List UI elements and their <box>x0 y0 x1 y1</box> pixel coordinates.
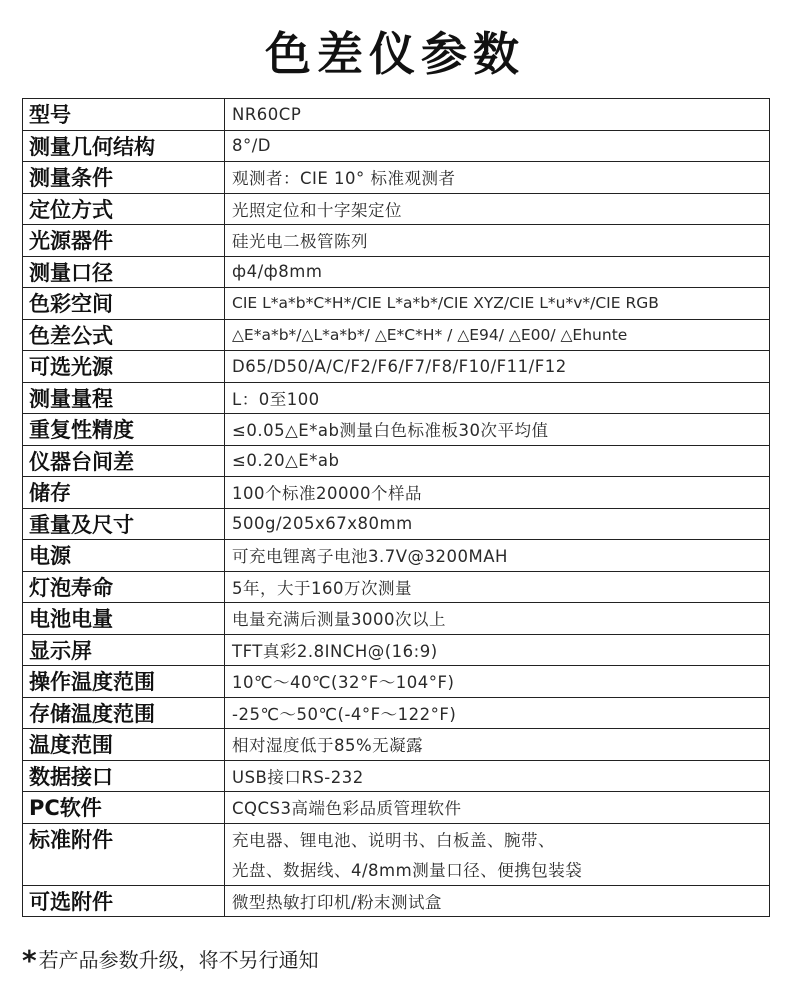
spec-label: 测量量程 <box>23 382 225 414</box>
table-row <box>23 508 770 540</box>
spec-value: TFT真彩2.8INCH@(16:9) <box>225 634 770 666</box>
table-row <box>23 288 770 320</box>
table-row <box>23 885 770 917</box>
spec-label: 电源 <box>23 540 225 572</box>
spec-label: 标准附件 <box>23 823 225 854</box>
spec-value: 电量充满后测量3000次以上 <box>225 603 770 635</box>
table-row <box>23 666 770 698</box>
table-row <box>23 130 770 162</box>
table-row <box>23 193 770 225</box>
spec-label: 重复性精度 <box>23 414 225 446</box>
spec-label: 测量几何结构 <box>23 130 225 162</box>
spec-value: 500g/205x67x80mm <box>225 508 770 540</box>
spec-label: 可选附件 <box>23 885 225 917</box>
spec-label: 数据接口 <box>23 760 225 792</box>
table-row <box>23 477 770 509</box>
table-row <box>23 414 770 446</box>
spec-table <box>22 98 770 917</box>
spec-value: 充电器、锂电池、说明书、白板盖、腕带、 <box>225 823 770 854</box>
spec-label: 灯泡寿命 <box>23 571 225 603</box>
spec-value: 8°/D <box>225 130 770 162</box>
table-row <box>23 162 770 194</box>
spec-label: 操作温度范围 <box>23 666 225 698</box>
table-row <box>23 729 770 761</box>
table-row <box>23 99 770 131</box>
table-row <box>23 382 770 414</box>
spec-label: 可选光源 <box>23 351 225 383</box>
spec-label: 电池电量 <box>23 603 225 635</box>
table-row <box>23 351 770 383</box>
spec-label: 存储温度范围 <box>23 697 225 729</box>
spec-value: 可充电锂离子电池3.7V@3200MAH <box>225 540 770 572</box>
table-row <box>23 823 770 854</box>
spec-value: 光照定位和十字架定位 <box>225 193 770 225</box>
footnote <box>22 944 319 977</box>
table-row <box>23 256 770 288</box>
page-title: 色差仪参数 <box>265 27 525 81</box>
spec-label: 重量及尺寸 <box>23 508 225 540</box>
spec-value: 5年，大于160万次测量 <box>225 571 770 603</box>
spec-value: 光盘、数据线、4/8mm测量口径、便携包装袋 <box>225 854 770 885</box>
spec-label: 显示屏 <box>23 634 225 666</box>
table-row <box>23 697 770 729</box>
table-row <box>23 540 770 572</box>
spec-value: 微型热敏打印机/粉末测试盒 <box>225 885 770 917</box>
spec-value: 观测者：CIE 10° 标准观测者 <box>225 162 770 194</box>
spec-label-empty <box>23 854 225 885</box>
spec-label: 温度范围 <box>23 729 225 761</box>
spec-label: 定位方式 <box>23 193 225 225</box>
table-row <box>23 445 770 477</box>
table-row <box>23 571 770 603</box>
spec-value: ≤0.20△E*ab <box>225 445 770 477</box>
spec-value: 10℃～40℃(32°F～104°F) <box>225 666 770 698</box>
spec-value: L：0至100 <box>225 382 770 414</box>
table-row <box>23 225 770 257</box>
spec-label: 光源器件 <box>23 225 225 257</box>
table-row <box>23 792 770 824</box>
spec-label: 测量条件 <box>23 162 225 194</box>
table-row <box>23 634 770 666</box>
table-row <box>23 854 770 885</box>
spec-value: NR60CP <box>225 99 770 131</box>
table-row <box>23 319 770 351</box>
spec-value: 100个标准20000个样品 <box>225 477 770 509</box>
spec-value: ≤0.05△E*ab测量白色标准板30次平均值 <box>225 414 770 446</box>
spec-value: 相对湿度低于85%无凝露 <box>225 729 770 761</box>
spec-label: 测量口径 <box>23 256 225 288</box>
asterisk-icon: * <box>22 944 37 977</box>
spec-value: △E*a*b*/△L*a*b*/ △E*C*H* / △E94/ △E00/ △Ehunte <box>225 319 770 351</box>
spec-value: -25℃～50℃(-4°F～122°F) <box>225 697 770 729</box>
table-row <box>23 603 770 635</box>
spec-label: 储存 <box>23 477 225 509</box>
spec-value: CQCS3高端色彩品质管理软件 <box>225 792 770 824</box>
spec-value: D65/D50/A/C/F2/F6/F7/F8/F10/F11/F12 <box>225 351 770 383</box>
table-row <box>23 760 770 792</box>
footnote-text: 若产品参数升级，将不另行通知 <box>38 948 319 972</box>
spec-label: 型号 <box>23 99 225 131</box>
spec-label: 色彩空间 <box>23 288 225 320</box>
spec-value: ф4/ф8mm <box>225 256 770 288</box>
spec-label: PC软件 <box>23 792 225 824</box>
spec-label: 色差公式 <box>23 319 225 351</box>
spec-value: 硅光电二极管陈列 <box>225 225 770 257</box>
spec-value: USB接口RS-232 <box>225 760 770 792</box>
spec-label: 仪器台间差 <box>23 445 225 477</box>
spec-value: CIE L*a*b*C*H*/CIE L*a*b*/CIE XYZ/CIE L*u*v*/CIE RGB <box>225 288 770 320</box>
